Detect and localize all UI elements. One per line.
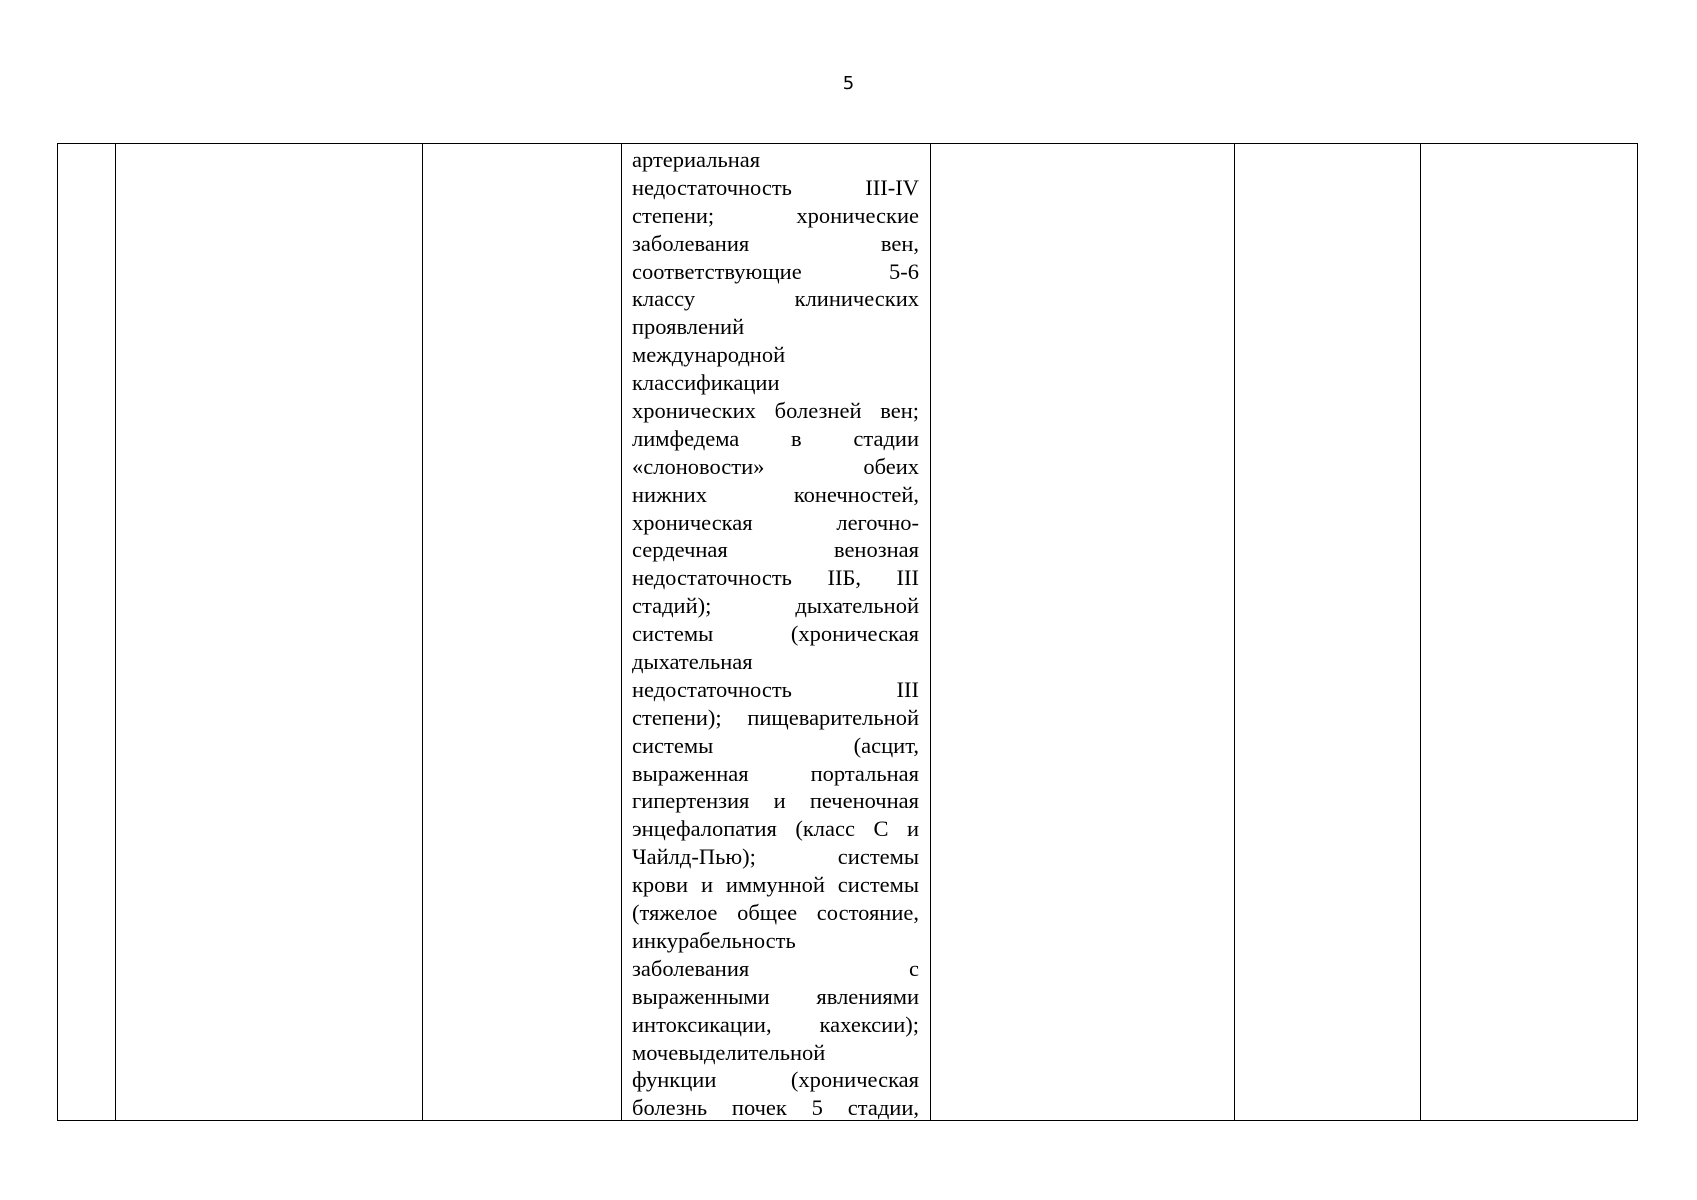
cell-text-line: классификации <box>632 370 780 396</box>
cell-text-line: «слоновости» обеих <box>632 453 919 479</box>
cell-text-line: степени); пищеварительной <box>632 704 919 730</box>
page-number: 5 <box>842 73 855 94</box>
table-cell-text <box>632 146 919 1122</box>
table-col-border-1 <box>57 143 58 1121</box>
cell-text-line: гипертензия и печеночная <box>632 788 919 814</box>
cell-text-line: интоксикации, кахексии); <box>632 1011 919 1037</box>
cell-text-line: недостаточность III-IV <box>632 174 919 200</box>
cell-text-line: соответствующие 5-6 <box>632 258 919 284</box>
cell-text-line: выраженными явлениями <box>632 983 919 1009</box>
cell-text-line: международной <box>632 342 786 368</box>
cell-text-line: недостаточность IIБ, III <box>632 565 919 591</box>
cell-text-line: инкурабельность <box>632 927 796 953</box>
cell-text-line: болезнь почек 5 стадии, <box>632 1095 919 1121</box>
cell-text-line: хронических болезней вен; <box>632 398 919 424</box>
cell-text-line: нижних конечностей, <box>632 481 919 507</box>
cell-text-line: лимфедема в стадии <box>632 425 919 451</box>
cell-text-line: сердечная венозная <box>632 537 919 563</box>
cell-text-line: (тяжелое общее состояние, <box>632 900 919 926</box>
cell-text-line: мочевыделительной <box>632 1039 826 1065</box>
table-col-border-3 <box>422 143 423 1121</box>
cell-text-line: Чайлд-Пью); системы <box>632 844 919 870</box>
cell-text-line: системы (хроническая <box>632 621 919 647</box>
table-col-border-7 <box>1420 143 1421 1121</box>
cell-text-line: стадий); дыхательной <box>632 593 919 619</box>
table-col-border-6 <box>1234 143 1235 1121</box>
table-col-border-5 <box>930 143 931 1121</box>
cell-text-line: хроническая легочно- <box>632 509 919 535</box>
cell-text-line: степени; хронические <box>632 202 919 228</box>
cell-text-line: функции (хроническая <box>632 1067 919 1093</box>
cell-text-line: системы (асцит, <box>632 732 919 758</box>
table-col-border-2 <box>115 143 116 1121</box>
table-top-border <box>57 143 1638 144</box>
table-col-border-4 <box>621 143 622 1121</box>
cell-text-line: проявлений <box>632 314 745 340</box>
table-col-border-8 <box>1637 143 1638 1121</box>
cell-text-line: энцефалопатия (класс С и <box>632 816 919 842</box>
cell-text-line: классу клинических <box>632 286 919 312</box>
cell-text-line: крови и иммунной системы <box>632 872 919 898</box>
cell-text-line: дыхательная <box>632 649 753 675</box>
cell-text-line: заболевания с <box>632 955 919 981</box>
cell-text-line: недостаточность III <box>632 676 919 702</box>
cell-text-line: заболевания вен, <box>632 230 919 256</box>
cell-text-line: выраженная портальная <box>632 760 919 786</box>
cell-text-line: артериальная <box>632 147 761 172</box>
